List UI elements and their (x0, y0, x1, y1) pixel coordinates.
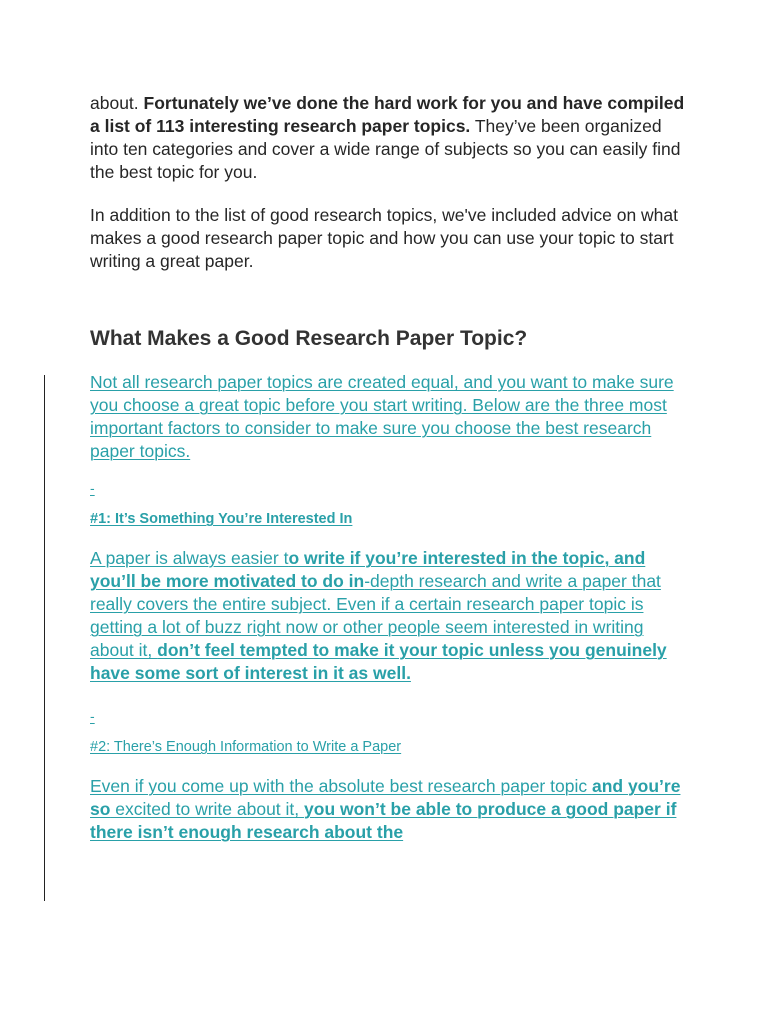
subheading-information-link[interactable]: #2: There’s Enough Information to Write a Paper (90, 739, 402, 755)
paragraph-advice: In addition to the list of good research topics, we've included advice on what makes a good research paper topic and how you can use your topic to start writing a great paper. (90, 205, 679, 271)
link-bold-text: don’t feel tempted to make it your topic unless you genuinely have some sort of interest in it as well. (90, 640, 667, 683)
document-body (90, 92, 690, 844)
margin-rule (44, 375, 45, 901)
paragraph-summary (90, 92, 690, 184)
section-heading: What Makes a Good Research Paper Topic? (90, 327, 528, 350)
paragraph-text: They’ve been organized into ten categories and cover a wide range of subjects so you can easily find the best topic for you. (90, 116, 681, 182)
link-text: Even if you come up with the absolute best research paper topic (90, 776, 592, 796)
dash-link[interactable]: - (90, 708, 95, 724)
link-text: -depth research and write a paper that really covers the entire subject. Even if a certain research paper topic is getting a lot of buzz right now or other people seem interested in writing about it, (90, 571, 661, 660)
paragraph-bold-text: Fortunately we’ve done the hard work for you and have compiled a list of 113 interesting research paper topics. (90, 93, 685, 136)
link-text: excited to write about it, (110, 799, 305, 819)
link-bold-text: o write if you’re interested in the topic, and you’ll be more motivated to do in (90, 548, 646, 591)
intro-link[interactable]: Not all research paper topics are created equal, and you want to make sure you choose a great topic before you start writing. Below are the three most important factors to consider to make sure you choose the best research paper topics. (90, 372, 674, 461)
dash-link[interactable]: - (90, 480, 95, 496)
subheading-interest-link[interactable]: #1: It’s Something You’re Interested In (90, 511, 353, 527)
link-bold-text: and you’re so (90, 776, 681, 819)
link-text: A paper is always easier t (90, 548, 289, 568)
link-bold-text: you won’t be able to produce a good paper if there isn’t enough research about the (90, 799, 677, 842)
information-paragraph-link[interactable] (90, 775, 690, 844)
interest-paragraph-link[interactable] (90, 547, 690, 685)
paragraph-text: about. (90, 93, 144, 113)
